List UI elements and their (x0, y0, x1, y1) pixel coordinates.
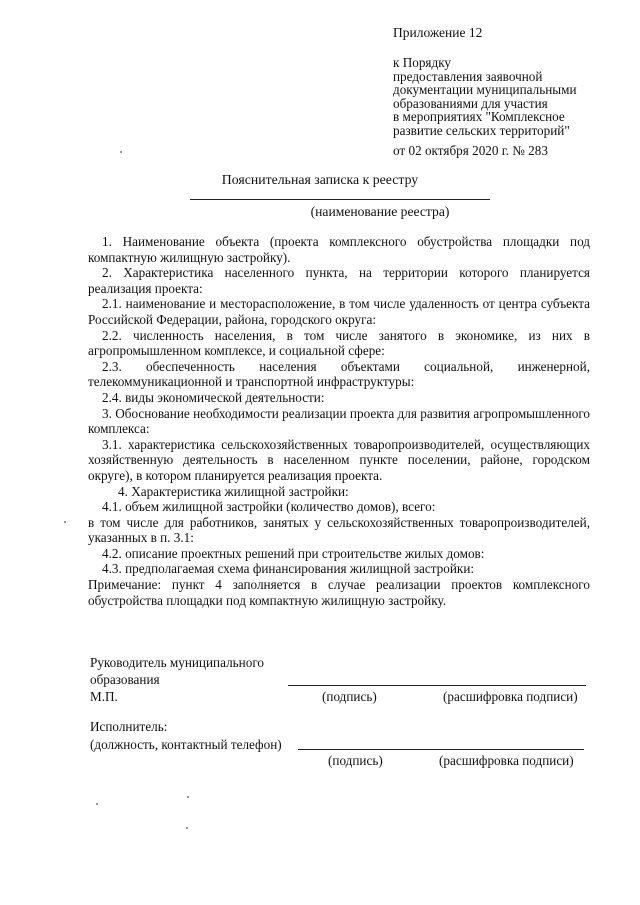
registry-name-caption: (наименование реестра) (310, 204, 450, 219)
reference-line: в мероприятиях "Комплексное (393, 109, 565, 125)
scan-speck (186, 827, 188, 829)
list-item: в том числе для работников, занятых у сельскохозяйственных товаропроизводителей, указанных в п. 3.1: (88, 514, 590, 546)
scan-speck (96, 803, 98, 805)
reference-line: документации муниципальными (393, 82, 577, 98)
document-date: от 02 октября 2020 г. № 283 (393, 143, 548, 158)
executor-label: Исполнитель: (90, 719, 168, 734)
reference-line: развитие сельских территорий" (393, 122, 570, 138)
list-item: 4.2. описание проектных решений при строительстве жилых домов: (102, 545, 485, 561)
list-item: 4.1. объем жилищной застройки (количество домов), всего: (102, 499, 436, 515)
head-signature-line (288, 685, 586, 686)
signature-caption: (подпись) (322, 689, 377, 704)
list-item: 4. Характеристика жилищной застройки: (118, 483, 349, 499)
reference-line: предоставления заявочной (393, 68, 543, 84)
list-item: 4.3. предполагаемая схема финансирования жилищной застройки: (102, 561, 475, 577)
scan-speck (120, 151, 122, 153)
reference-line: образованиями для участия (393, 95, 548, 111)
list-item: 1. Наименование объекта (проекта комплексного обустройства площадки под компактную жилищную застройку). (88, 234, 590, 265)
list-item: 3.1. характеристика сельскохозяйственных товаропроизводителей, осуществляющих хозяйственную деятельность в населенном пункте поселении, районе, городском округе), в котором планируется реализация проекта. (88, 436, 590, 483)
registry-name-line (190, 199, 490, 200)
list-item: 2.3. обеспеченность населения объектами социальной, инженерной, телекоммуникационной и транспортной инфраструктуры: (88, 358, 590, 390)
list-item: 2. Характеристика населенного пункта, на территории которого планируется реализация проекта: (88, 265, 590, 296)
stamp-label: М.П. (90, 689, 118, 704)
decoding-caption: (расшифровка подписи) (439, 753, 574, 768)
reference-line: к Порядку (393, 55, 452, 70)
list-item: 2.4. виды экономической деятельности: (102, 389, 325, 405)
head-title-line2: образования (90, 672, 160, 687)
scan-speck (64, 521, 66, 523)
scan-speck (187, 796, 189, 798)
note: Примечание: пункт 4 заполняется в случае реализации проектов комплексного обустройства площадки под компактную жилищную застройку. (88, 577, 590, 608)
head-title-line1: Руководитель муниципального (90, 655, 264, 670)
signature-caption: (подпись) (328, 753, 383, 768)
list-item: 2.2. численность населения, в том числе занятого в экономике, из них в агропромышленном комплексе, и социальной сфере: (88, 327, 590, 359)
executor-contact: (должность, контактный телефон) (90, 737, 282, 752)
executor-signature-line (298, 749, 584, 750)
list-item: 3. Обоснование необходимости реализации проекта для развития агропромышленного комплекса: (88, 405, 590, 437)
document-body (88, 234, 590, 608)
appendix-reference (393, 56, 603, 138)
document-title: Пояснительная записка к реестру (221, 172, 419, 187)
list-item: 2.1. наименование и месторасположение, в том числе удаленность от центра субъекта Российской Федерации, района, городского округа: (88, 296, 590, 327)
decoding-caption: (расшифровка подписи) (443, 689, 578, 704)
appendix-number: Приложение 12 (393, 25, 483, 40)
